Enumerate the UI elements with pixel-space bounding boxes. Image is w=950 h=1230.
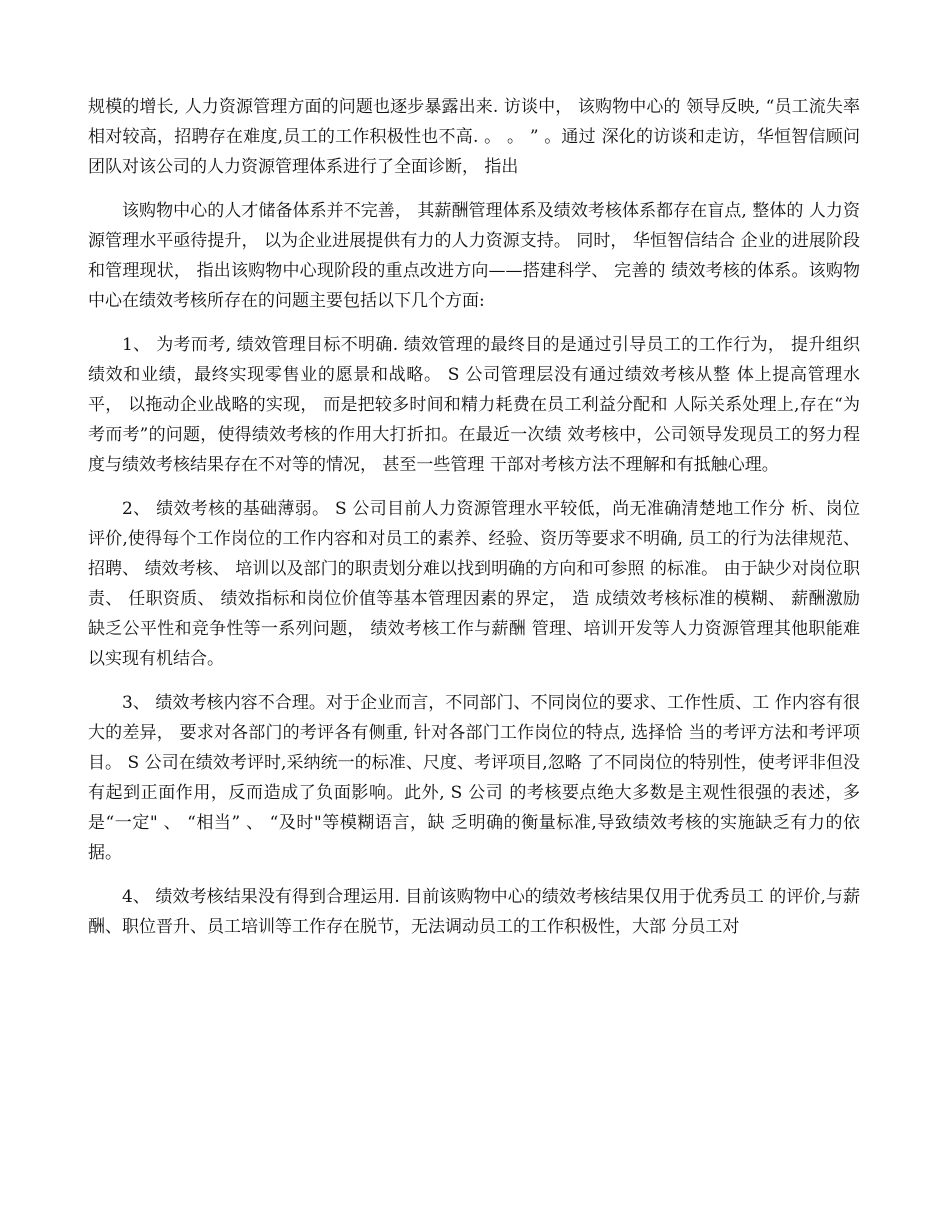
paragraph-issue-3: 3、 绩效考核内容不合理。对于企业而言，不同部门、不同岗位的要求、工作性质、工 作内容有很大的差异， 要求对各部门的考评各有侧重, 针对各部门工作岗位的特点, 选择恰 当的考评方法和考评项目。 S 公司在绩效考评时,采纳统一的标准、尺度、考评项目,忽略 了不同岗位的特别性，使考评非但没有起到正面作用，反而造成了负面影响。此外, S 公司 的考核要点绝大多数是主观性很强的表述，多是“一定" 、 “相当” 、 “及时"等模糊语言，缺 乏明确的衡量标准,导致绩效考核的实施缺乏有力的依据。 bbox=[88, 693, 860, 863]
paragraph-issue-4: 4、 绩效考核结果没有得到合理运用. 目前该购物中心的绩效考核结果仅用于优秀员工 的评价,与薪酬、职位晋升、员工培训等工作存在脱节，无法调动员工的工作积极性，大部 分员工对 bbox=[88, 887, 860, 937]
document-page bbox=[88, 92, 860, 942]
paragraph-issue-2: 2、 绩效考核的基础薄弱。 S 公司目前人力资源管理水平较低，尚无准确清楚地工作分 析、岗位评价,使得每个工作岗位的工作内容和对员工的素养、经验、资历等要求不明确, 员工的行为法律规范、 招聘、 绩效考核、 培训以及部门的职责划分难以找到明确的方向和可参照 的标准。 由于缺少对岗位职责、 任职资质、 绩效指标和岗位价值等基本管理因素的界定， 造 成绩效考核标准的模糊、 薪酬激励缺乏公平性和竞争性等一系列问题， 绩效考核工作与薪酬 管理、培训开发等人力资源管理其他职能难以实现有机结合。 bbox=[88, 499, 860, 669]
paragraph-issue-1: 1、 为考而考, 绩效管理目标不明确. 绩效管理的最终目的是通过引导员工的工作行为， 提升组织绩效和业绩，最终实现零售业的愿景和战略。 S 公司管理层没有通过绩效考核从整 体上提高管理水平， 以拖动企业战略的实现， 而是把较多时间和精力耗费在员工利益分配和 人际关系处理上,存在“为考而考”的问题，使得绩效考核的作用大打折扣。在最近一次绩 效考核中，公司领导发现员工的努力程度与绩效考核结果存在不对等的情况， 甚至一些管理 干部对考核方法不理解和有抵触心理。 bbox=[88, 335, 860, 475]
paragraph-intro-continuation: 规模的增长, 人力资源管理方面的问题也逐步暴露出来. 访谈中， 该购物中心的 领导反映, “员工流失率相对较高，招聘存在难度,员工的工作积极性也不高. 。 。 ” 。通过 深化的访谈和走访，华恒智信顾问团队对该公司的人力资源管理体系进行了全面诊断， 指出 bbox=[88, 97, 860, 177]
paragraph-diagnosis-summary: 该购物中心的人才储备体系并不完善， 其薪酬管理体系及绩效考核体系都存在盲点, 整体的 人力资源管理水平亟待提升， 以为企业进展提供有力的人力资源支持。 同时， 华恒智信结合 企业的进展阶段和管理现状， 指出该购物中心现阶段的重点改进方向——搭建科学、 完善的 绩效考核的体系。该购物中心在绩效考核所存在的问题主要包括以下几个方面: bbox=[88, 201, 860, 311]
